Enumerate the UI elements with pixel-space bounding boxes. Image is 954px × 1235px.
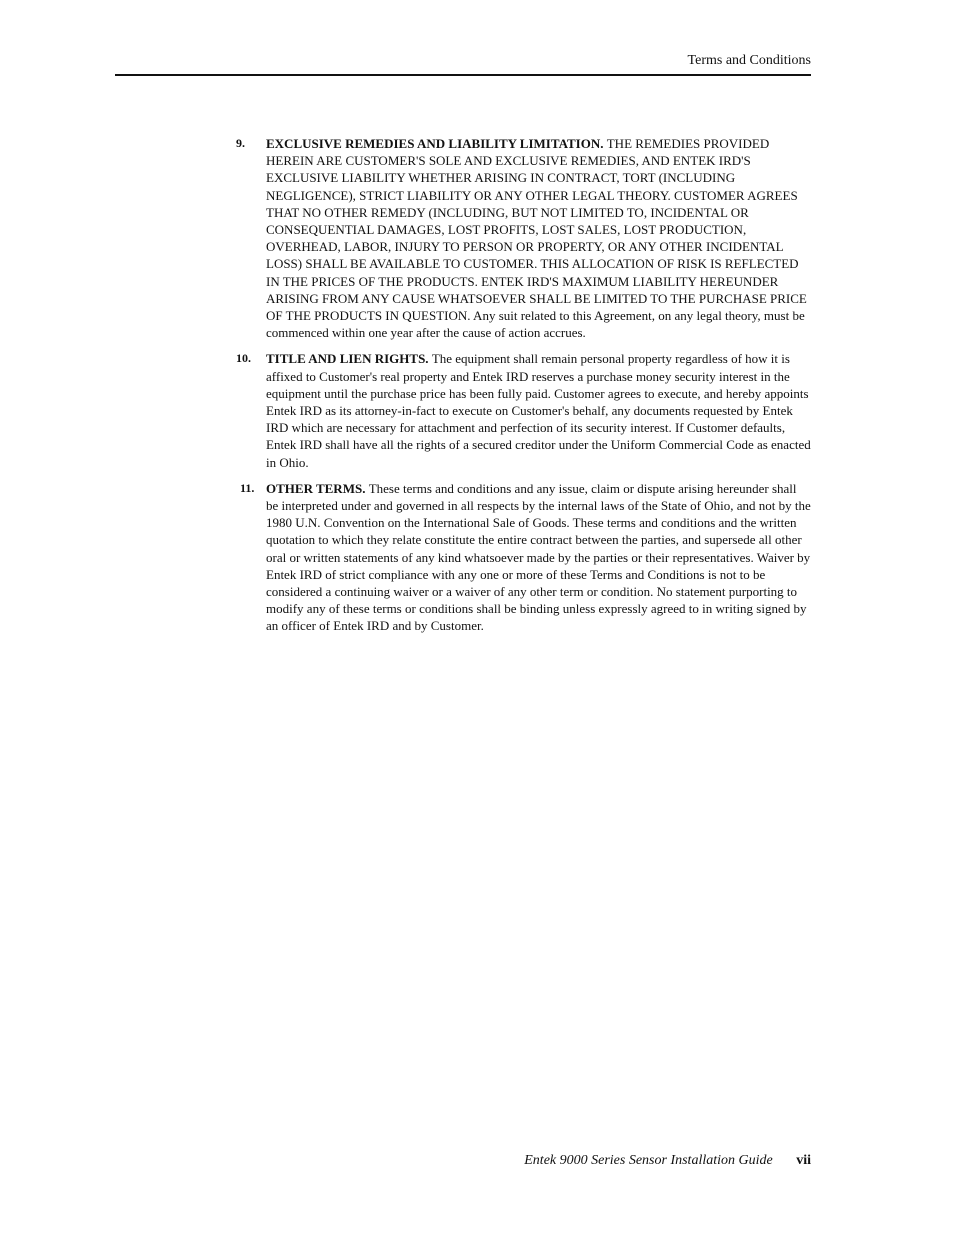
term-item-11 — [236, 480, 811, 635]
term-heading: EXCLUSIVE REMEDIES AND LIABILITY LIMITATION. — [266, 136, 607, 151]
header-rule — [115, 74, 811, 76]
term-number: 10. — [236, 351, 251, 366]
term-number: 11. — [240, 480, 255, 495]
footer-document-title: Entek 9000 Series Sensor Installation Guide — [524, 1153, 773, 1168]
term-body: The equipment shall remain personal property regardless of how it is affixed to Customer's real property and Entek IRD reserves a purchase money security interest in the equipment until the purchase price has been fully paid. Customer agrees to execute, and hereby appoints Entek IRD as its attorney-in-fact to execute on Customer's behalf, any documents requested by Entek IRD which are necessary for attachment and perfection of its security interest. If Customer defaults, Entek IRD shall have all the rights of a secured creditor under the Uniform Commercial Code as enacted in Ohio. — [266, 351, 811, 470]
running-footer — [524, 1151, 811, 1171]
term-item-10 — [236, 350, 811, 470]
running-header-section-title: Terms and Conditions — [687, 53, 811, 68]
term-body: THE REMEDIES PROVIDED HEREIN ARE CUSTOMER'S SOLE AND EXCLUSIVE REMEDIES, AND ENTEK IRD'S EXCLUSIVE LIABILITY WHETHER ARISING IN CONTRACT, TORT (INCLUDING NEGLIGENCE), STRICT LIABILITY OR ANY OTHER LEGAL THEORY. CUSTOMER AGREES THAT NO OTHER REMEDY (INCLUDING, BUT NOT LIMITED TO, INCIDENTAL OR CONSEQUENTIAL DAMAGES, LOST PROFITS, LOST SALES, LOST PRODUCTION, OVERHEAD, LABOR, INJURY TO PERSON OR PROPERTY, OR ANY OTHER INCIDENTAL LOSS) SHALL BE AVAILABLE TO CUSTOMER. THIS ALLOCATION OF RISK IS REFLECTED IN THE PRICES OF THE PRODUCTS. ENTEK IRD'S MAXIMUM LIABILITY HEREUNDER ARISING FROM ANY CAUSE WHATSOEVER SHALL BE LIMITED TO THE PURCHASE PRICE OF THE PRODUCTS IN QUESTION. Any suit related to this Agreement, on any legal theory, must be commenced within one year after the cause of action accrues. — [266, 136, 807, 341]
term-item-9 — [236, 135, 811, 341]
term-number: 9. — [236, 136, 245, 150]
term-body: These terms and conditions and any issue, claim or dispute arising hereunder shall be interpreted under and governed in all respects by the internal laws of the State of Ohio, and not by the 1980 U.N. Convention on the International Sale of Goods. These terms and conditions and the written quotation to which they relate constitute the entire contract between the parties, and supersede all other oral or written statements of any kind whatsoever made by the parties or their representatives. Waiver by Entek IRD of strict compliance with any one or more of these Terms and Conditions is not to be considered a continuing waiver or a waiver of any other term or condition. No statement purporting to modify any of these terms or conditions shall be binding unless expressly agreed to in writing signed by an officer of Entek IRD and by Customer. — [266, 480, 811, 634]
terms-list — [236, 135, 811, 644]
term-heading: TITLE AND LIEN RIGHTS. — [266, 351, 432, 367]
footer-page-number: vii — [796, 1153, 811, 1168]
term-heading: OTHER TERMS. — [266, 480, 369, 496]
